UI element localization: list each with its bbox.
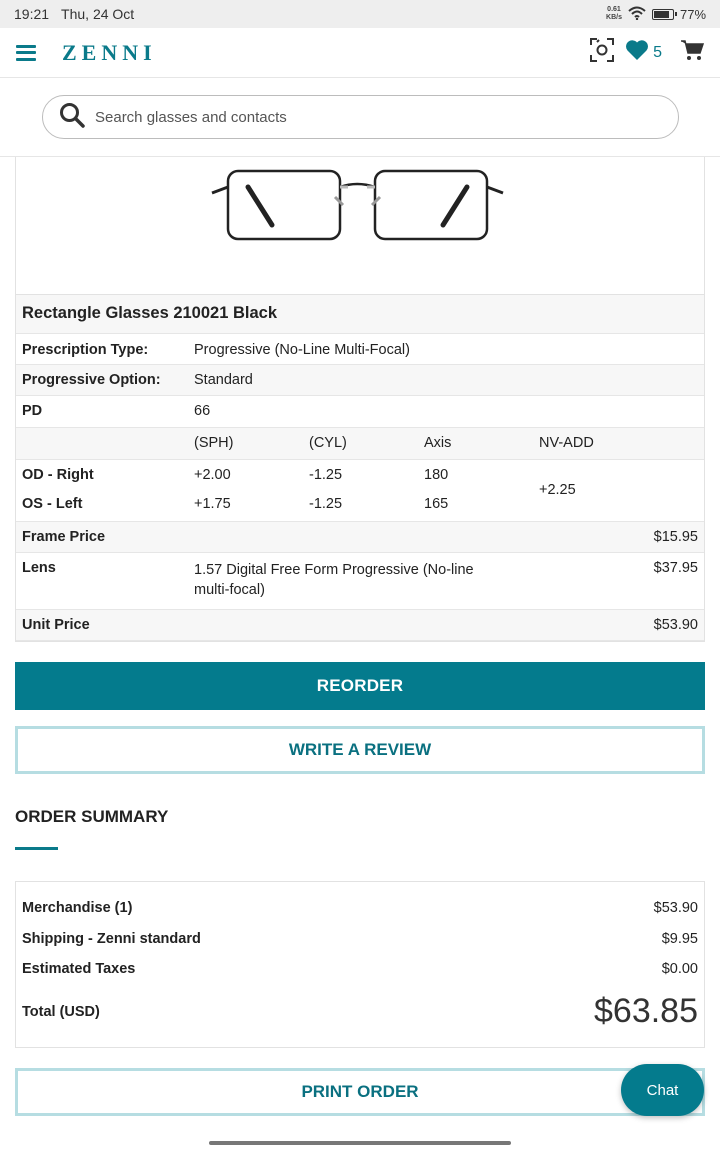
taxes-row [22,961,698,977]
merchandise-label: Merchandise (1) [22,900,133,916]
status-bar [0,0,720,28]
prescription-type-label: Prescription Type: [22,341,149,358]
battery-percent [680,7,706,22]
reorder-button[interactable]: REORDER [15,662,705,710]
prescription-type-row [16,333,704,364]
shipping-value: $9.95 [661,931,698,947]
product-title-row [16,295,704,333]
order-summary-heading: ORDER SUMMARY [15,807,169,826]
rx-od-row [16,459,704,490]
rx-header-axis: Axis [424,434,452,451]
merchandise-value: $53.90 [653,900,698,916]
battery-percent-suffix: % [694,6,706,22]
unit-price-label: Unit Price [22,616,90,633]
app-header [0,28,720,78]
status-date: Thu, 24 Oct [61,6,135,22]
frame-price-spacer [188,521,533,552]
os-sph: +1.75 [194,496,231,512]
home-indicator[interactable] [209,1141,511,1145]
cart-icon[interactable] [680,39,704,66]
unit-price-spacer [188,609,533,640]
battery-fill [654,11,669,18]
rx-header-cyl: (CYL) [309,434,347,451]
os-axis: 165 [424,496,449,512]
unit-price-row [16,609,704,640]
od-sph: +2.00 [194,466,231,483]
nv-add-value: +2.25 [539,482,576,498]
unit-price-value: $53.90 [653,616,698,633]
od-axis: 180 [424,466,449,483]
pd-value: 66 [194,402,211,419]
chat-button[interactable]: Chat [621,1064,704,1116]
product-title[interactable]: Rectangle Glasses 210021 Black [22,304,278,323]
frame-price-value: $15.95 [653,528,698,545]
product-image[interactable] [16,157,704,295]
frame-price-label: Frame Price [22,528,106,545]
progressive-option-row [16,364,704,395]
search-area [0,79,720,157]
favorites-count: 5 [653,43,662,61]
lens-label: Lens [22,559,56,576]
status-time: 19:21 [14,6,50,22]
lens-row [16,552,704,609]
progressive-option-label: Progressive Option: [22,371,161,388]
search-box[interactable] [42,95,679,139]
rx-header-sph: (SPH) [194,434,234,451]
zenni-logo[interactable]: ZENNI [62,39,157,65]
taxes-value: $0.00 [661,961,698,977]
network-speed-value: 0.61 [607,6,621,13]
product-card [15,157,705,642]
total-value: $63.85 [594,992,698,1030]
lens-description: 1.57 Digital Free Form Progressive (No-line multi-focal) [194,561,474,598]
progressive-option-value: Standard [194,371,253,388]
os-cyl: -1.25 [309,496,343,512]
status-indicators [606,6,706,23]
rx-header-row [16,427,704,459]
write-review-button[interactable]: WRITE A REVIEW [15,726,705,774]
order-details-table [16,295,704,641]
pd-row [16,395,704,427]
network-speed [606,6,622,22]
rx-header-blank [16,427,188,459]
pd-label: PD [22,402,43,419]
shipping-row [22,931,698,947]
header-actions [589,37,704,68]
wifi-icon [628,6,646,23]
merchandise-row [22,900,698,916]
frame-price-row [16,521,704,552]
glasses-image [210,157,510,247]
virtual-try-on-icon[interactable] [589,37,615,68]
rx-header-nvadd: NV-ADD [539,434,594,451]
taxes-label: Estimated Taxes [22,961,136,977]
heart-icon[interactable] [625,39,649,66]
battery-icon [652,9,674,20]
battery-percent-value: 77 [679,6,695,22]
hamburger-menu-icon[interactable] [16,45,36,61]
total-label: Total (USD) [22,1003,100,1020]
total-row [22,992,698,1031]
os-label: OS - Left [22,496,83,512]
order-summary-card [15,881,705,1048]
prescription-type-value: Progressive (No-Line Multi-Focal) [194,341,410,358]
search-icon [59,102,85,133]
network-speed-unit: KB/s [606,14,622,21]
od-cyl: -1.25 [309,466,343,483]
order-summary-underline [15,847,58,850]
search-input[interactable] [95,109,635,126]
shipping-label: Shipping - Zenni standard [22,931,201,947]
print-order-button[interactable]: PRINT ORDER [15,1068,705,1116]
lens-price: $37.95 [653,559,698,576]
od-label: OD - Right [22,466,94,483]
